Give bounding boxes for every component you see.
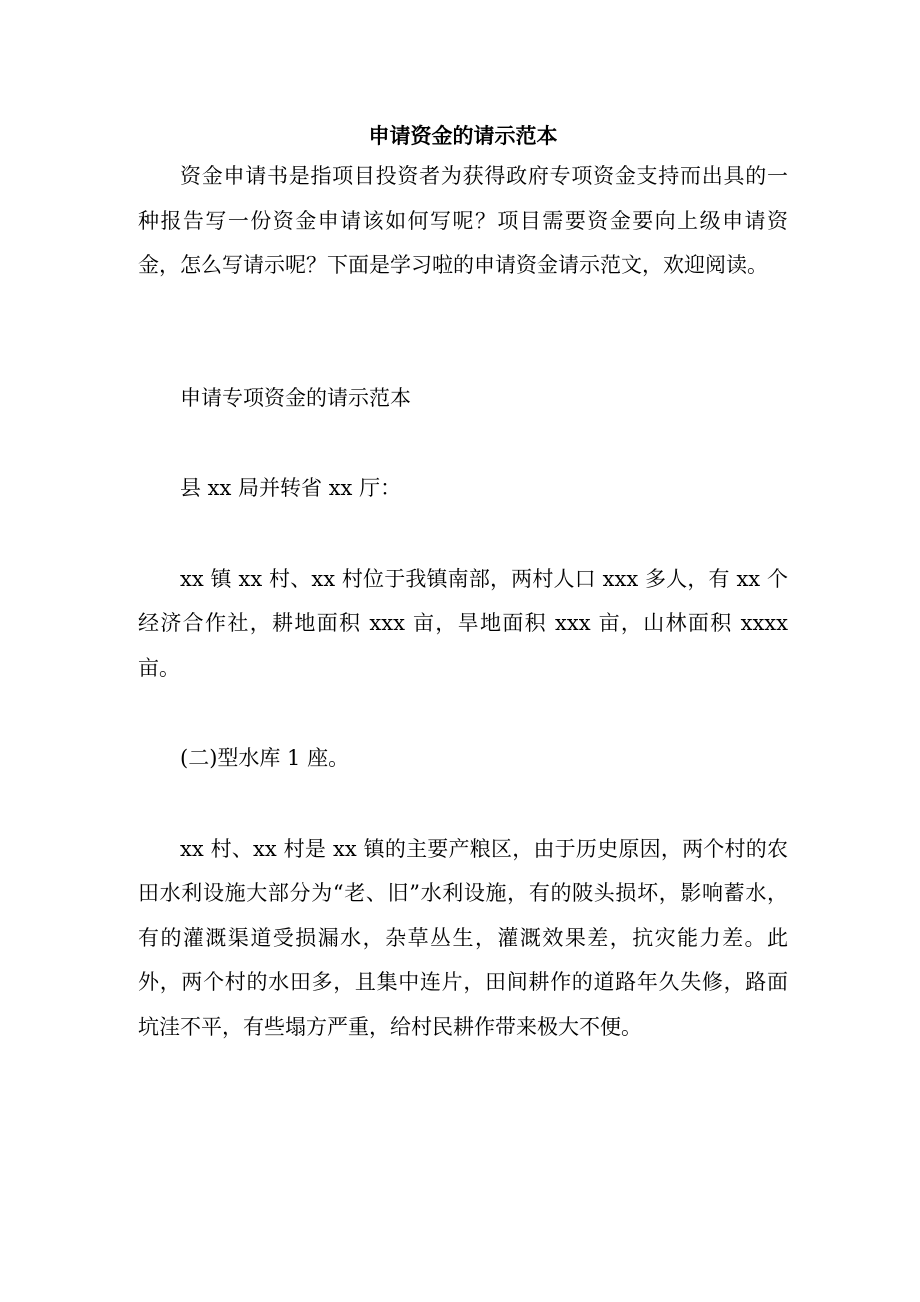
salutation: 县 xx 局并转省 xx 厅： [180,476,402,500]
document-title: 申请资金的请示范本 [368,124,558,148]
spacer [138,781,788,827]
spacer [138,420,788,466]
paragraph-reservoir: (二)型水库 1 座。 [180,746,350,770]
section-subtitle: 申请专项资金的请示范本 [180,385,411,410]
spacer [138,690,788,736]
document-body [138,118,788,1049]
spacer [138,288,788,376]
spacer [138,511,788,557]
intro-paragraph: 资金申请书是指项目投资者为获得政府专项资金支持而出具的一种报告写一份资金申请该如何写呢？项目需要资金要向上级申请资金，怎么写请示呢？下面是学习啦的申请资金请示范文，欢迎阅读。 [138,164,788,277]
paragraph-location: xx 镇 xx 村、xx 村位于我镇南部，两村人口 xxx 多人，有 xx 个经济合作社，耕地面积 xxx 亩，旱地面积 xxx 亩，山林面积 xxxx 亩。 [138,566,788,680]
paragraph-irrigation: xx 村、xx 村是 xx 镇的主要产粮区，由于历史原因，两个村的农田水利设施大部分为“老、旧”水利设施，有的陂头损坏，影响蓄水，有的灌溉渠道受损漏水，杂草丛生，灌溉效果差，抗灾能力差。此外，两个村的水田多，且集中连片，田间耕作的道路年久失修，路面坑洼不平，有些塌方严重，给村民耕作带来极大不便。 [138,836,788,1039]
